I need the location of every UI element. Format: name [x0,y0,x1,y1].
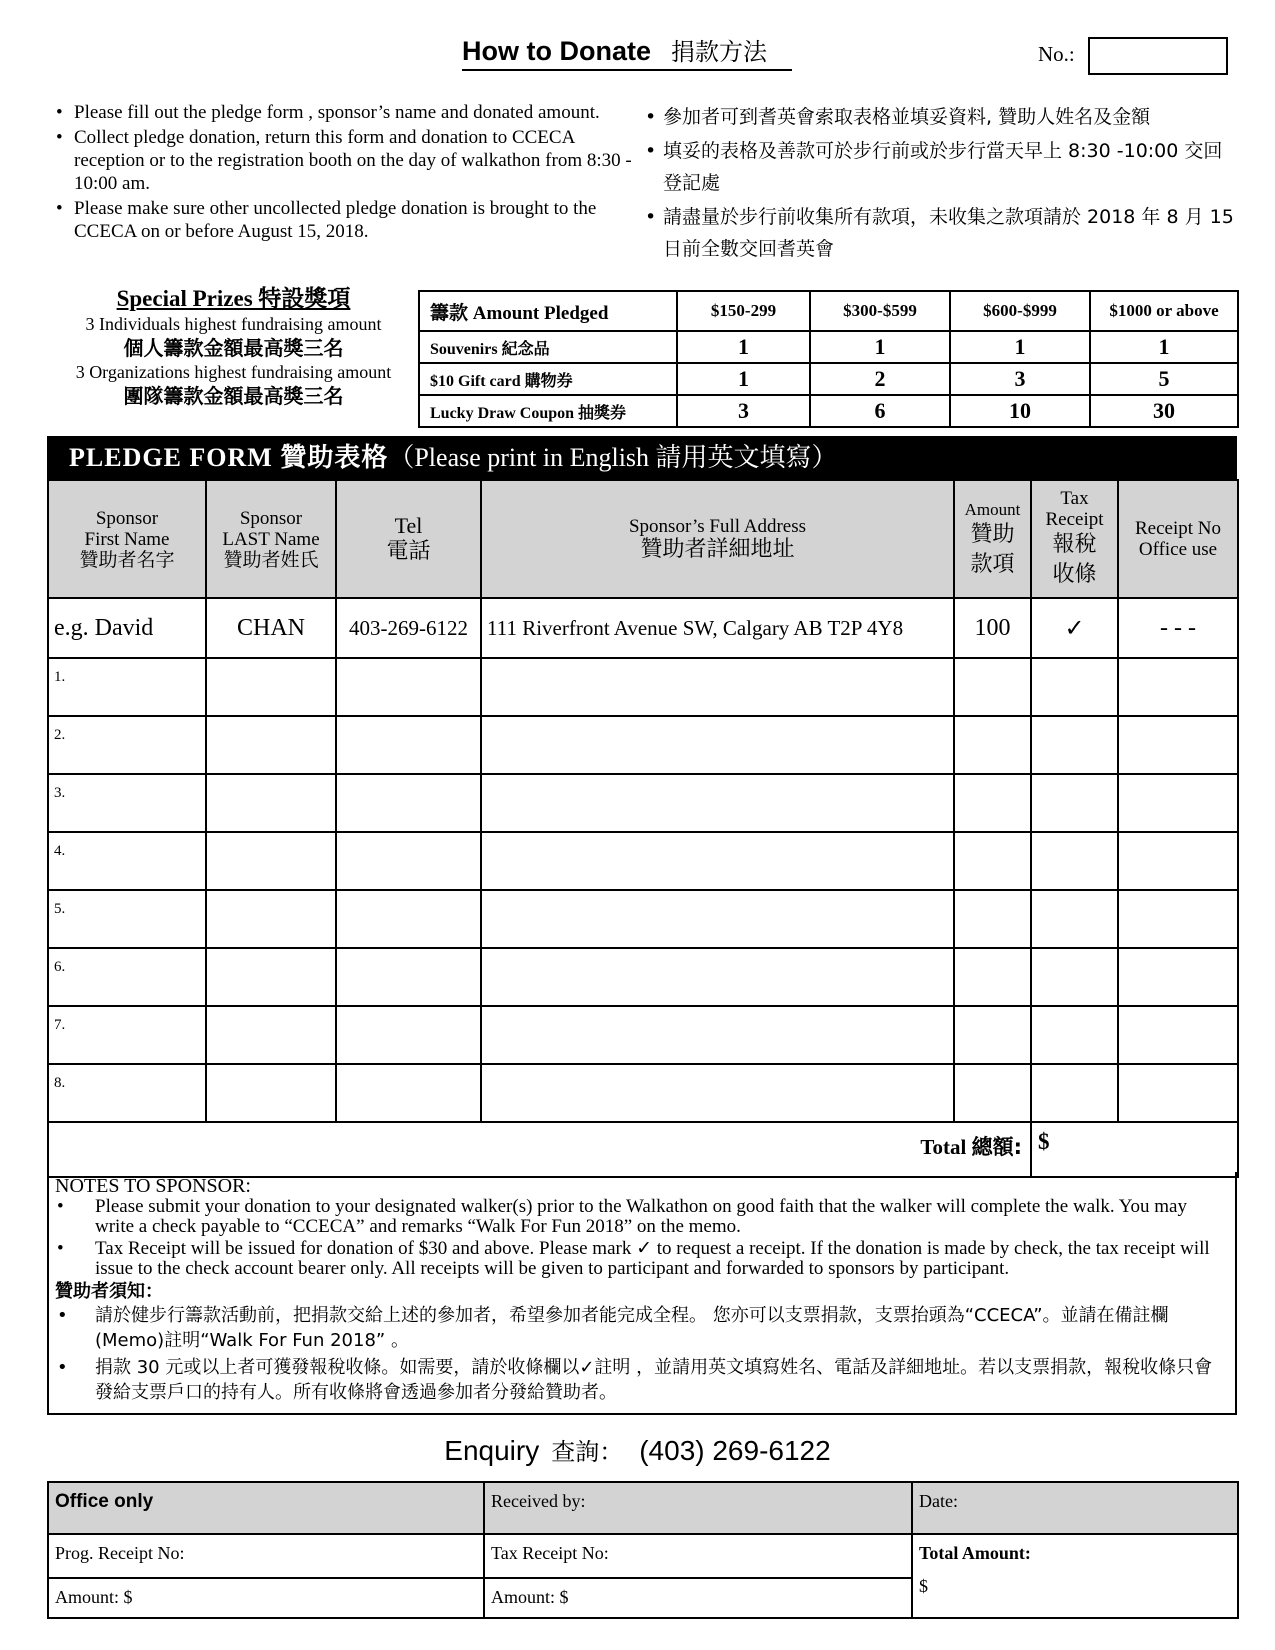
col-last-name-en-1: Sponsor [239,507,303,529]
col-last-name [206,480,336,598]
instruction-item: • 請盡量於步行前收集所有款項，未收集之款項請於 2018 年 8 月 15 日前全數交回耆英會 [645,201,1235,265]
receipt-no-cell[interactable] [1118,1006,1238,1064]
col-tax-receipt [1031,480,1118,598]
prize-value: 1 [1090,331,1238,363]
individual-prize-en: 3 Individuals highest fundraising amount [85,314,382,334]
office-row [48,1534,1238,1578]
tax-receipt-cell[interactable] [1031,716,1118,774]
amount-cell[interactable] [954,716,1031,774]
row-number[interactable]: 1. [48,658,206,716]
pledge-form-subtitle: （Please print in English 請用英文填寫） [388,443,838,472]
table-row [48,890,1238,948]
table-row [48,658,1238,716]
col-amount-zh-1: 贊助 [970,521,1015,547]
total-label-en: Total [920,1135,967,1159]
address-cell[interactable] [481,948,954,1006]
tel-cell[interactable] [336,716,481,774]
last-name-cell[interactable] [206,1064,336,1122]
note-item: • Please submit your donation to your designated walker(s) prior to the Walkathon on good faith that the walker will complete the walk. You may write a check payable to “CCECA” and remarks “Walk For Fun 2018” on the memo. [55,1197,1227,1237]
prize-row-lucky-draw [419,395,1238,427]
instruction-item: • 填妥的表格及善款可於步行前或於步行當天早上 8:30 -10:00 交回登記處 [645,135,1235,199]
receipt-no-cell[interactable] [1118,658,1238,716]
example-last-name: CHAN [206,598,336,658]
receipt-no-cell[interactable] [1118,774,1238,832]
col-tel [336,480,481,598]
pledge-form-banner [47,436,1237,479]
col-receipt-en-1: Receipt No [1134,518,1221,539]
prog-receipt-field[interactable]: Prog. Receipt No: [48,1534,484,1578]
pledge-form-title: PLEDGE FORM 贊助表格 [69,443,389,472]
title-zh: 捐款方法 [671,39,767,66]
received-by-field[interactable]: Received by: [484,1482,912,1534]
example-amount: 100 [954,598,1031,658]
col-tax-zh-1: 報稅 [1052,532,1097,557]
amount-cell[interactable] [954,1006,1031,1064]
organization-prize-en: 3 Organizations highest fundraising amount [75,362,392,382]
address-cell[interactable] [481,832,954,890]
special-prizes-title: Special Prizes 特設獎項 [116,286,351,311]
col-last-name-en-2: LAST Name [222,528,320,550]
tel-cell[interactable] [336,890,481,948]
receipt-no-cell[interactable] [1118,948,1238,1006]
tel-cell[interactable] [336,1064,481,1122]
address-cell[interactable] [481,716,954,774]
prize-row-label: $10 Gift card 購物券 [419,363,677,395]
col-last-name-zh: 贊助者姓氏 [223,548,319,571]
tel-cell[interactable] [336,774,481,832]
col-tax-zh-2: 收條 [1052,562,1097,587]
amount-cell[interactable] [954,1064,1031,1122]
row-number[interactable]: 2. [48,716,206,774]
row-number[interactable]: 3. [48,774,206,832]
note-item: • 捐款 30 元或以上者可獲發報稅收條。如需要，請於收條欄以✓註明 ，並請用英文填寫姓名、電話及詳細地址。若以支票捐款，報稅收條只會發給支票戶口的持有人。所有收條將會透過參加者分發給贊助者。 [55,1355,1227,1405]
tier-label: $600-$999 [950,291,1090,331]
instructions-zh [645,101,1235,267]
prize-table-header [419,291,1238,331]
last-name-cell[interactable] [206,716,336,774]
prize-value: 2 [810,363,950,395]
office-only-label: Office only [48,1482,484,1534]
example-first-name: e.g. David [48,598,206,658]
prize-value: 10 [950,395,1090,427]
tel-cell[interactable] [336,948,481,1006]
last-name-cell[interactable] [206,1006,336,1064]
instructions-en [56,101,646,245]
instruction-item: • Please fill out the pledge form , sponsor’s name and donated amount. [56,101,646,124]
col-first-name-en-2: First Name [84,528,170,550]
row-number[interactable]: 8. [48,1064,206,1122]
amount-cell[interactable] [954,658,1031,716]
receipt-no-cell[interactable] [1118,832,1238,890]
amount-pledged-label: 籌款 Amount Pledged [419,291,677,331]
col-address [481,480,954,598]
example-address: 111 Riverfront Avenue SW, Calgary AB T2P 4Y8 [481,598,954,658]
address-cell[interactable] [481,1064,954,1122]
enquiry [0,1432,1275,1467]
tax-receipt-cell[interactable] [1031,948,1118,1006]
table-row [48,832,1238,890]
prize-value: 1 [677,363,810,395]
total-label [48,1122,1031,1177]
special-prizes [56,285,411,409]
example-tax-check-icon: ✓ [1031,598,1118,658]
col-amount-en: Amount [964,499,1021,519]
total-amount-office[interactable] [912,1534,1238,1618]
address-cell[interactable] [481,774,954,832]
amount-field-1[interactable]: Amount: $ [48,1578,484,1618]
enquiry-label-en: Enquiry [444,1435,540,1466]
tel-cell[interactable] [336,832,481,890]
individual-prize-zh: 個人籌款金額最高獎三名 [123,336,344,360]
example-tel: 403-269-6122 [336,598,481,658]
tier-label: $150-299 [677,291,810,331]
form-number-field[interactable] [1088,37,1228,75]
prize-value: 5 [1090,363,1238,395]
office-header-row [48,1482,1238,1534]
last-name-cell[interactable] [206,774,336,832]
prize-value: 3 [677,395,810,427]
total-amount-field[interactable]: $ [1031,1122,1238,1177]
amount-field-2[interactable]: Amount: $ [484,1578,912,1618]
tel-cell[interactable] [336,658,481,716]
col-tax-en-2: Receipt [1045,509,1104,530]
pledge-table [47,479,1239,1178]
col-first-name [48,480,206,598]
col-address-en: Sponsor’s Full Address [628,515,806,537]
tax-receipt-cell[interactable] [1031,1064,1118,1122]
page-title [462,32,792,71]
address-cell[interactable] [481,1006,954,1064]
total-label-zh: 總額: [971,1135,1022,1159]
prize-value: 3 [950,363,1090,395]
amount-cell[interactable] [954,948,1031,1006]
total-amount-currency: $ [919,1576,928,1596]
address-cell[interactable] [481,658,954,716]
total-amount-label: Total Amount: [919,1543,1031,1563]
row-number[interactable]: 6. [48,948,206,1006]
col-receipt-no [1118,480,1238,598]
enquiry-label-zh: 查詢： [551,1438,624,1466]
row-number[interactable]: 5. [48,890,206,948]
col-amount [954,480,1031,598]
tel-cell[interactable] [336,1006,481,1064]
title-en: How to Donate [462,36,651,66]
note-item: • 請於健步行籌款活動前，把捐款交給上述的參加者，希望參加者能完成全程。 您亦可以支票捐款，支票抬頭為“CCECA”。並請在備註欄(Memo)註明“Walk For Fun 2018” 。 [55,1303,1227,1353]
table-row [48,774,1238,832]
office-table [47,1481,1239,1619]
receipt-no-cell[interactable] [1118,1064,1238,1122]
col-tel-en: Tel [394,512,423,538]
tax-receipt-cell[interactable] [1031,658,1118,716]
tax-receipt-cell[interactable] [1031,1006,1118,1064]
table-row [48,948,1238,1006]
row-number[interactable]: 4. [48,832,206,890]
prize-value: 6 [810,395,950,427]
table-row [48,716,1238,774]
col-first-name-en-1: Sponsor [95,507,159,529]
table-row [48,1064,1238,1122]
prize-value: 1 [950,331,1090,363]
enquiry-phone: (403) 269-6122 [639,1435,831,1466]
tier-label: $1000 or above [1090,291,1238,331]
note-item: • Tax Receipt will be issued for donation of $30 and above. Please mark ✓ to request a receipt. If the donation is made by check, the tax receipt will issue to the check account bearer only. All receipts will be given to participant and forwarded to sponsors by participant. [55,1239,1227,1279]
col-address-zh: 贊助者詳細地址 [640,536,795,562]
last-name-cell[interactable] [206,890,336,948]
col-tel-zh: 電話 [386,538,431,564]
col-receipt-en-2: Office use [1138,539,1218,560]
last-name-cell[interactable] [206,658,336,716]
col-first-name-zh: 贊助者名字 [79,548,175,571]
last-name-cell[interactable] [206,948,336,1006]
tax-receipt-cell[interactable] [1031,832,1118,890]
tax-receipt-cell[interactable] [1031,890,1118,948]
prize-value: 1 [677,331,810,363]
prize-table [418,290,1239,428]
table-row [48,1006,1238,1064]
example-receipt-no: - - - [1118,598,1238,658]
organization-prize-zh: 團隊籌款金額最高獎三名 [123,384,344,408]
date-field[interactable]: Date: [912,1482,1238,1534]
total-row [48,1122,1238,1177]
instruction-item: • 參加者可到耆英會索取表格並填妥資料, 贊助人姓名及金額 [645,101,1235,133]
notes-to-sponsor [47,1172,1237,1415]
tax-receipt-field[interactable]: Tax Receipt No: [484,1534,912,1578]
instruction-item: • Collect pledge donation, return this form and donation to CCECA reception or to the registration booth on the day of walkathon from 8:30 - 10:00 am. [56,126,646,195]
prize-row-gift-card [419,363,1238,395]
prize-row-souvenirs [419,331,1238,363]
receipt-no-cell[interactable] [1118,890,1238,948]
example-row [48,598,1238,658]
address-cell[interactable] [481,890,954,948]
tax-receipt-cell[interactable] [1031,774,1118,832]
form-number-label: No.: [1038,42,1075,66]
col-tax-en-1: Tax [1060,488,1089,509]
prize-row-label: Lucky Draw Coupon 抽獎券 [419,395,677,427]
amount-cell[interactable] [954,890,1031,948]
instruction-item: • Please make sure other uncollected pledge donation is brought to the CCECA on or before August 15, 2018. [56,197,646,243]
amount-cell[interactable] [954,832,1031,890]
notes-heading-en: NOTES TO SPONSOR: [55,1175,251,1197]
row-number[interactable]: 7. [48,1006,206,1064]
prize-value: 30 [1090,395,1238,427]
receipt-no-cell[interactable] [1118,716,1238,774]
last-name-cell[interactable] [206,832,336,890]
col-amount-zh-2: 款項 [970,551,1015,577]
pledge-table-header [48,480,1238,598]
amount-cell[interactable] [954,774,1031,832]
tier-label: $300-$599 [810,291,950,331]
notes-heading-zh: 贊助者須知： [55,1281,163,1302]
prize-row-label: Souvenirs 紀念品 [419,331,677,363]
prize-value: 1 [810,331,950,363]
